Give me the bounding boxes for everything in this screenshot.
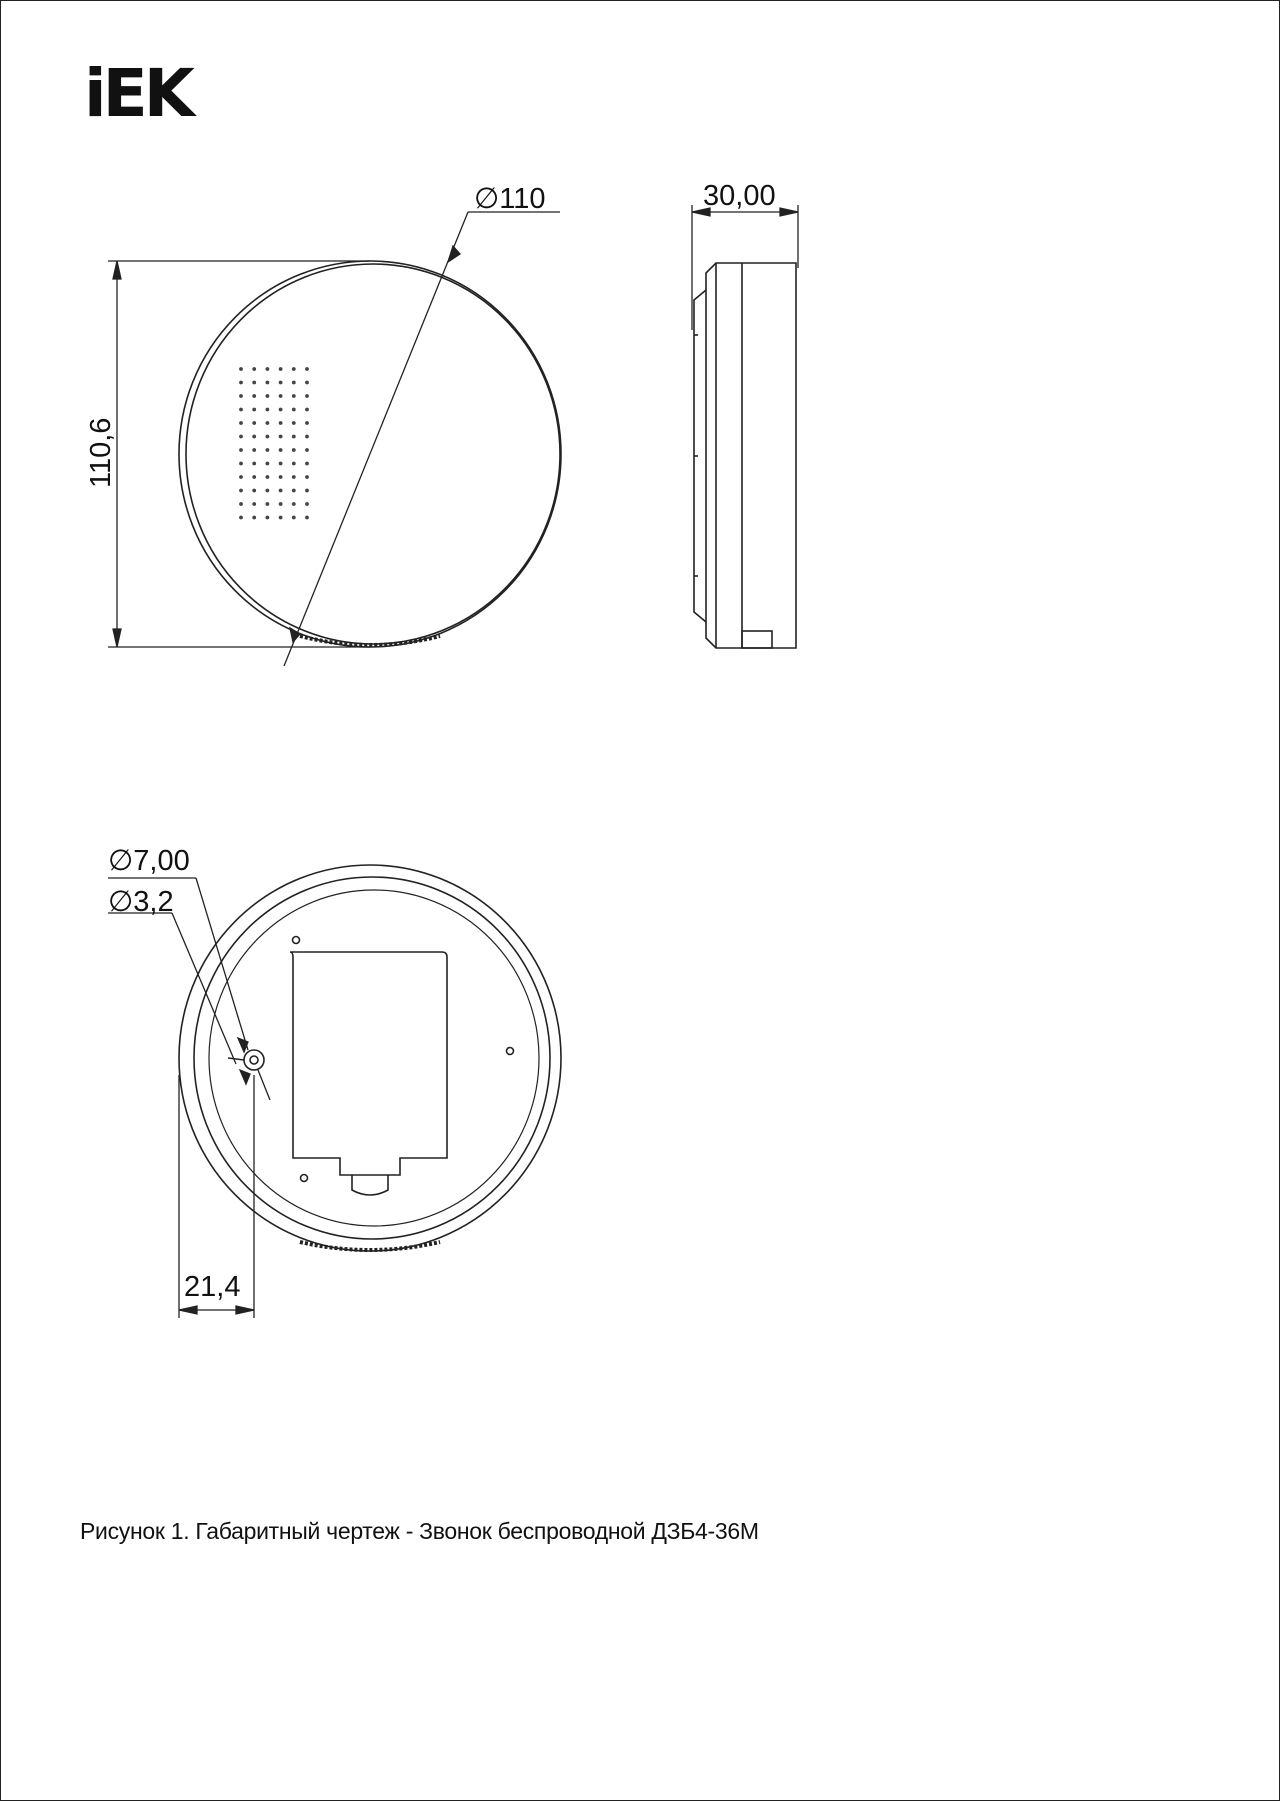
speaker-dot xyxy=(292,381,296,385)
speaker-dot xyxy=(279,394,283,398)
diameter-arrow-top xyxy=(448,246,460,262)
speaker-dot xyxy=(279,489,283,493)
speaker-dot xyxy=(292,448,296,452)
speaker-dot xyxy=(252,381,256,385)
height-arrow-top xyxy=(113,261,121,279)
speaker-dot xyxy=(279,475,283,479)
battery-latch xyxy=(352,1175,388,1195)
speaker-dot xyxy=(239,516,243,520)
speaker-dot xyxy=(266,516,270,520)
speaker-dot xyxy=(305,421,309,425)
side-battery-latch xyxy=(742,631,772,648)
speaker-dot xyxy=(266,475,270,479)
height-arrow-bottom xyxy=(113,629,121,647)
speaker-dot xyxy=(279,502,283,506)
speaker-dot xyxy=(266,448,270,452)
speaker-dot xyxy=(252,394,256,398)
speaker-dot xyxy=(239,381,243,385)
outer-hole-label: ∅7,00 xyxy=(108,845,190,877)
front-diameter-dimension xyxy=(284,212,560,666)
speaker-dot xyxy=(239,489,243,493)
speaker-dot xyxy=(266,502,270,506)
speaker-dot xyxy=(279,448,283,452)
speaker-dot xyxy=(305,394,309,398)
speaker-dot xyxy=(279,381,283,385)
speaker-dot xyxy=(252,421,256,425)
speaker-dot xyxy=(239,435,243,439)
mounting-hole-inner xyxy=(250,1056,258,1064)
speaker-dot xyxy=(239,475,243,479)
logo-text: iEK xyxy=(84,55,191,132)
battery-compartment xyxy=(290,952,447,1175)
outer-hole-arrow xyxy=(238,1038,248,1052)
figure-caption: Рисунок 1. Габаритный чертеж - Звонок беспроводной ДЗБ4-36М xyxy=(80,1518,759,1544)
speaker-dot xyxy=(305,516,309,520)
speaker-dot xyxy=(292,502,296,506)
side-depth-dimension xyxy=(692,205,798,330)
mounting-hole-outer xyxy=(244,1050,264,1070)
speaker-dot xyxy=(239,448,243,452)
offset-arrow-left xyxy=(179,1306,197,1314)
depth-arrow-right xyxy=(780,208,798,216)
speaker-dot xyxy=(292,462,296,466)
speaker-dot xyxy=(292,475,296,479)
speaker-dot xyxy=(239,408,243,412)
speaker-dot xyxy=(266,421,270,425)
inner-hole-arrow xyxy=(240,1070,250,1084)
speaker-dot xyxy=(305,435,309,439)
back-vent-ridge xyxy=(300,1242,440,1250)
speaker-dot xyxy=(239,421,243,425)
front-diameter-label: ∅110 xyxy=(474,183,546,215)
speaker-dot xyxy=(292,516,296,520)
back-view xyxy=(179,865,561,1251)
speaker-dot xyxy=(292,489,296,493)
screw-hole-right xyxy=(507,1048,514,1055)
offset-arrow-right xyxy=(236,1306,254,1314)
speaker-dot xyxy=(239,462,243,466)
speaker-dot xyxy=(252,367,256,371)
speaker-dot xyxy=(305,489,309,493)
speaker-dot xyxy=(266,408,270,412)
speaker-dot xyxy=(292,421,296,425)
front-inner-circle xyxy=(186,264,560,644)
speaker-dot xyxy=(292,408,296,412)
mounting-slot xyxy=(228,1058,244,1060)
speaker-dot xyxy=(252,489,256,493)
screw-hole-top xyxy=(293,937,300,944)
speaker-dot xyxy=(305,475,309,479)
speaker-dot xyxy=(305,381,309,385)
speaker-dot xyxy=(252,408,256,412)
speaker-dot xyxy=(239,367,243,371)
speaker-dot xyxy=(279,435,283,439)
side-depth-label: 30,00 xyxy=(703,180,776,212)
speaker-dot xyxy=(279,367,283,371)
speaker-dot xyxy=(305,448,309,452)
speaker-dot xyxy=(279,421,283,425)
hole-offset-label: 21,4 xyxy=(184,1271,241,1303)
speaker-dot xyxy=(305,408,309,412)
speaker-dot xyxy=(305,367,309,371)
back-outer-circle xyxy=(179,865,561,1251)
diameter-leader-line xyxy=(284,212,468,666)
speaker-dot xyxy=(305,462,309,466)
speaker-dot xyxy=(292,394,296,398)
speaker-grille xyxy=(239,367,309,519)
speaker-dot xyxy=(305,502,309,506)
iek-logo xyxy=(84,55,198,132)
speaker-dot xyxy=(266,489,270,493)
speaker-dot xyxy=(252,502,256,506)
speaker-dot xyxy=(252,475,256,479)
front-height-label: 110,6 xyxy=(85,417,117,488)
speaker-dot xyxy=(266,381,270,385)
speaker-dot xyxy=(292,367,296,371)
speaker-dot xyxy=(266,367,270,371)
side-body-outline xyxy=(706,263,796,648)
speaker-dot xyxy=(279,516,283,520)
speaker-dot xyxy=(279,408,283,412)
speaker-dot xyxy=(279,462,283,466)
speaker-dot xyxy=(266,462,270,466)
side-view xyxy=(694,263,796,648)
screw-hole-bottom xyxy=(301,1175,308,1182)
speaker-dot xyxy=(252,462,256,466)
inner-hole-label: ∅3,2 xyxy=(108,886,174,918)
front-height-dimension xyxy=(108,261,370,647)
speaker-dot xyxy=(239,394,243,398)
speaker-dot xyxy=(292,435,296,439)
hole-leader-tail xyxy=(258,1070,270,1100)
speaker-dot xyxy=(252,516,256,520)
speaker-dot xyxy=(239,502,243,506)
back-rim-circle xyxy=(194,877,550,1239)
speaker-dot xyxy=(266,394,270,398)
speaker-dot xyxy=(252,448,256,452)
speaker-dot xyxy=(252,435,256,439)
inner-hole-leader xyxy=(172,913,236,1064)
speaker-dot xyxy=(266,435,270,439)
